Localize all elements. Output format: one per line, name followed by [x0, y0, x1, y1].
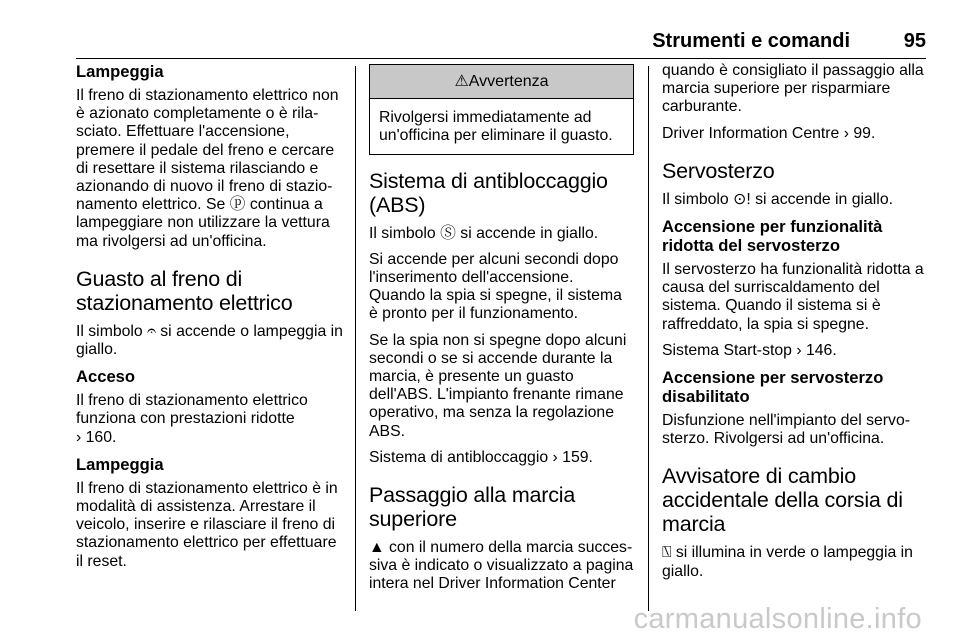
paragraph: Il servosterzo ha funzionalità ridotta a causa del surriscaldamento del sistema. Quando il sistema si è raffreddato, la spia si spegne.	[662, 261, 924, 333]
heading-acceso: Acceso	[76, 367, 136, 387]
column-divider	[648, 66, 649, 611]
paragraph: quando è consigliato il passaggio alla marcia superiore per risparmiare carburante.	[662, 62, 924, 116]
heading-marcia-superiore: Passaggio alla marcia superiore	[369, 483, 576, 532]
column-left	[76, 62, 344, 579]
paragraph: Il freno di stazionamento elettrico funziona con prestazioni ridotte	[76, 392, 308, 428]
paragraph: ▲ con il numero della marcia succes-siva è indicato o visualizzato a pagina intera nel Driver Information Center	[369, 539, 634, 593]
paragraph: Si accende per alcuni secondi dopo l'inserimento dell'accensione. Quando la spia si spegne, il sistema è pronto per il funzionamento.	[369, 250, 622, 323]
paragraph: Se la spia non si spegne dopo alcuni secondi o se si accende durante la marcia, è presente un guasto dell'ABS. L'impianto frenante rimane operativo, ma senza la regolazione ABS.	[369, 331, 627, 440]
page-reference-link[interactable]: › 160.	[76, 428, 117, 446]
paragraph: Il freno di stazionamento elettrico non è azionato completamente o è rila-sciato. Effettuare l'accensione, premere il pedale del freno e cercare di resettare il sistema rilasciando e azionando di nuovo il freno di stazio-namento elettrico. Se ⓟ continua a lampeggiare non utilizzare la vettura ma rivolgersi ad un'officina.	[76, 87, 339, 250]
column-divider	[355, 66, 356, 611]
heading-abs: Sistema di antibloccaggio (ABS)	[369, 168, 608, 217]
page-reference-link[interactable]: Sistema Start-stop › 146.	[662, 341, 837, 359]
heading-servosterzo: Servosterzo	[662, 158, 775, 183]
column-middle	[369, 62, 634, 602]
paragraph: Il simbolo ⊙! si accende in giallo.	[662, 190, 893, 208]
paragraph: ⍂ si illumina in verde o lampeggia in giallo.	[662, 544, 913, 580]
warning-title: ⚠Avvertenza	[370, 65, 633, 99]
page-reference-link[interactable]: Sistema di antibloccaggio › 159.	[369, 448, 593, 466]
paragraph: Il freno di stazionamento elettrico è in modalità di assistenza. Arrestare il veicolo, inserire e rilasciare il freno di stazionamento elettrico per effettuare il reset.	[76, 479, 338, 570]
page-reference-link[interactable]: Driver Information Centre › 99.	[662, 124, 876, 142]
column-right	[662, 62, 930, 589]
header-divider	[76, 58, 926, 59]
warning-box	[369, 64, 634, 155]
section-title: Strumenti e comandi	[652, 30, 850, 52]
paragraph: Disfunzione nell'impianto del servo-sterzo. Rivolgersi ad un'officina.	[662, 412, 910, 448]
heading-servosterzo-disabilitato: Accensione per servosterzo disabilitato	[662, 368, 884, 407]
watermark: carmanualsonline.info	[633, 603, 922, 635]
heading-guasto-freno: Guasto al freno di stazionamento elettrico	[76, 266, 293, 315]
warning-text: Rivolgersi immediatamente ad un'officina per eliminare il guasto.	[379, 109, 613, 145]
heading-avvisatore-corsia: Avvisatore di cambio accidentale della corsia di marcia	[662, 464, 903, 537]
heading-lampeggia: Lampeggia	[76, 454, 164, 474]
heading-lampeggia: Lampeggia	[76, 62, 164, 81]
paragraph: Il simbolo Ⓢ si accende in giallo.	[369, 224, 599, 242]
paragraph: Il simbolo 𝄐 si accende o lampeggia in giallo.	[76, 322, 343, 359]
heading-funzionalita-ridotta: Accensione per funzionalità ridotta del servosterzo	[662, 217, 883, 256]
page-number: 95	[903, 30, 926, 52]
page-header	[76, 30, 926, 54]
